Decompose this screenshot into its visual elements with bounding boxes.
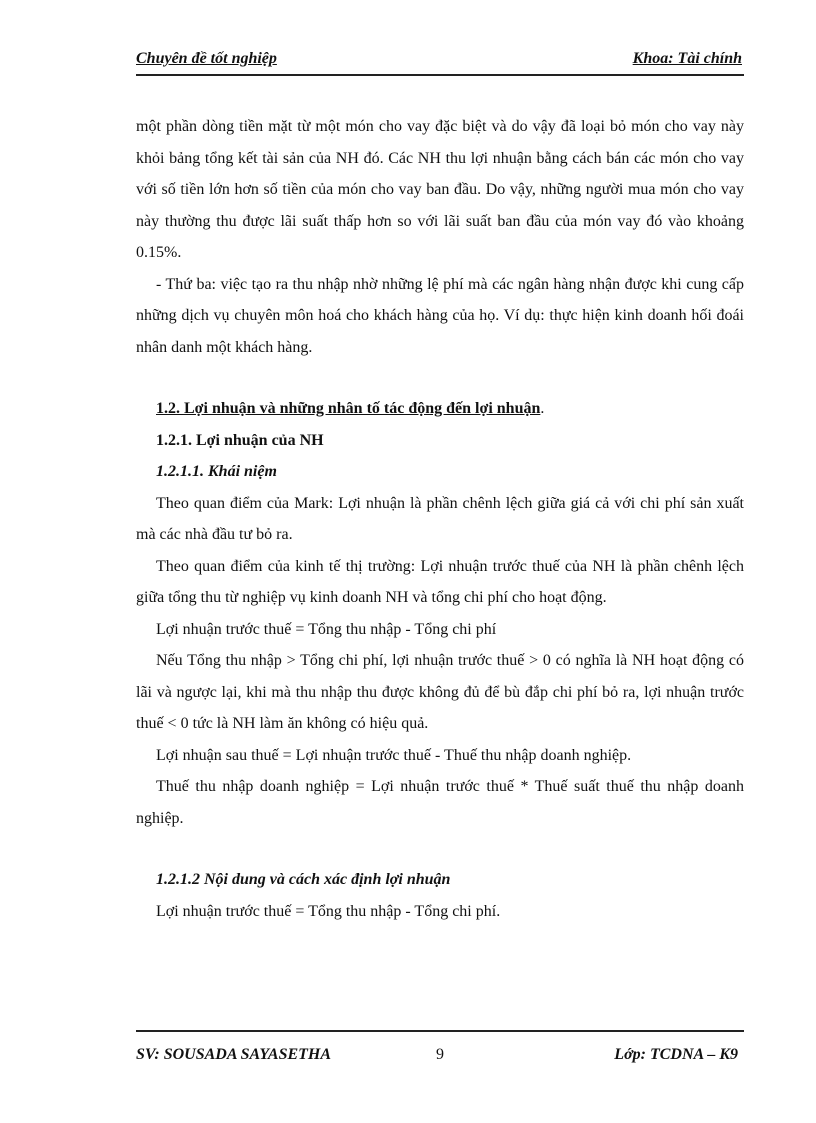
formula-pretax-profit-2: Lợi nhuận trước thuế = Tổng thu nhập - Tổng chi phí.: [156, 902, 501, 920]
footer-class: Lớp: TCDNA – K9: [614, 1046, 738, 1063]
section-heading-1-2-text: 1.2. Lợi nhuận và những nhân tố tác động đến lợi nhuận: [156, 400, 541, 417]
footer-page-number: 9: [436, 1046, 444, 1063]
header-thesis-title: Chuyên đề tốt nghiệp: [136, 50, 277, 67]
page-body: [136, 111, 744, 927]
paragraph-market-definition: Theo quan điểm của kinh tế thị trường: Lợi nhuận trước thuế của NH là phần chênh lệch giữa tổng thu từ nghiệp vụ kinh doanh NH và tổng chi phí cho hoạt động.: [136, 557, 744, 606]
section-heading-1-2-1-1: 1.2.1.1. Khái niệm: [156, 463, 277, 480]
page-header: [136, 50, 744, 76]
formula-pretax-profit: Lợi nhuận trước thuế = Tổng thu nhập - Tổng chi phí: [156, 620, 497, 638]
paragraph-profit-condition: Nếu Tổng thu nhập > Tổng chi phí, lợi nhuận trước thuế > 0 có nghĩa là NH hoạt động có lãi và ngược lại, khi mà thu nhập thu được không đủ để bù đắp chi phí bỏ ra, lợi nhuận trước thuế < 0 tức là NH làm ăn không có hiệu quả.: [136, 652, 744, 732]
section-heading-1-2-1: 1.2.1. Lợi nhuận của NH: [156, 431, 324, 449]
formula-after-tax-profit: Lợi nhuận sau thuế = Lợi nhuận trước thuế - Thuế thu nhập doanh nghiệp.: [156, 746, 632, 764]
paragraph-mark-definition: Theo quan điểm của Mark: Lợi nhuận là phần chênh lệch giữa giá cả với chi phí sản xuất mà các nhà đầu tư bỏ ra.: [136, 494, 744, 543]
header-faculty: Khoa: Tài chính: [632, 50, 742, 67]
section-heading-1-2: [136, 393, 744, 425]
paragraph-fees: - Thứ ba: việc tạo ra thu nhập nhờ những lệ phí mà các ngân hàng nhận được khi cung cấp những dịch vụ chuyên môn hoá cho khách hàng của họ. Ví dụ: thực hiện kinh doanh hối đoái nhân danh một khách hàng.: [136, 275, 744, 356]
formula-corporate-tax: Thuế thu nhập doanh nghiệp = Lợi nhuận trước thuế * Thuế suất thuế thu nhập doanh nghiệp.: [136, 778, 744, 827]
paragraph-loan-sale: một phần dòng tiền mặt từ một món cho vay đặc biệt và do vậy đã loại bỏ món cho vay này khỏi bảng tổng kết tài sản của NH đó. Các NH thu lợi nhuận bằng cách bán các món cho vay với số tiền lớn hơn số tiền của món cho vay ban đầu. Do vậy, những người mua món cho vay này thường thu được lãi suất thấp hơn so với lãi suất ban đầu của món vay đó vào khoảng 0.15%.: [136, 118, 744, 261]
page-footer: [136, 1030, 744, 1070]
footer-student-name: SV: SOUSADA SAYASETHA: [136, 1046, 332, 1063]
section-heading-1-2-1-2: 1.2.1.2 Nội dung và cách xác định lợi nhuận: [156, 871, 451, 888]
section-heading-1-2-period: .: [540, 400, 545, 417]
